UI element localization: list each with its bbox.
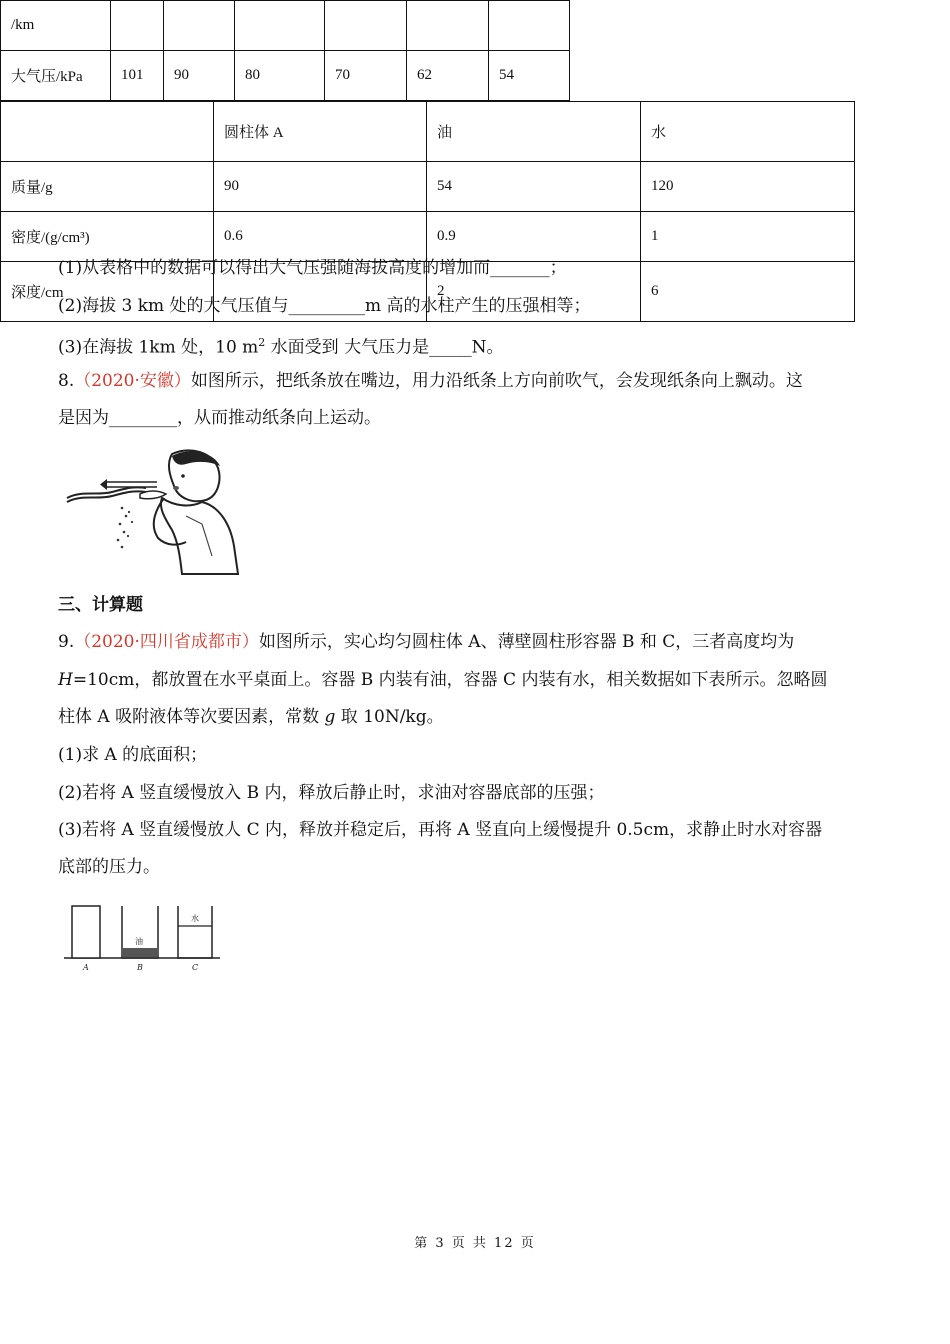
table-cell: /km	[1, 1, 111, 51]
table-cell: 圆柱体 A	[214, 102, 427, 162]
table-cell: 120	[641, 162, 855, 212]
table-cell	[325, 1, 407, 51]
table-cell: 101	[111, 51, 164, 101]
containers-figure	[62, 902, 222, 974]
table-row	[1, 212, 855, 262]
table-cell: 密度/(g/cm³)	[1, 212, 214, 262]
label-b: B	[137, 963, 143, 972]
italic-variable: g	[324, 707, 336, 727]
q8-line2: 是因为________，从而推动纸条向上运动。	[58, 408, 381, 428]
q8-line1	[58, 370, 803, 392]
table-row	[1, 51, 570, 101]
q9-part2: (2)若将 A 竖直缓慢放入 B 内，释放后静止时，求油对容器底部的压强；	[58, 783, 605, 803]
table-cell: 0.6	[214, 212, 427, 262]
section-heading: 三、计算题	[58, 595, 143, 615]
q7-part3-text: (3)在海拔 1km 处，10 m	[58, 337, 259, 358]
table-cell: 深度/cm	[1, 262, 214, 322]
table-cell	[235, 1, 325, 51]
question-number: 9.	[58, 632, 75, 652]
q7-part3-text-end: 水面受到 大气压力是_____N。	[265, 337, 504, 358]
table-cell	[164, 1, 235, 51]
data-table	[0, 101, 855, 322]
q9-line2	[58, 669, 827, 691]
source-tag: （2020·安徽）	[74, 371, 191, 391]
label-a: A	[83, 963, 89, 972]
table-cell: 62	[407, 51, 489, 101]
italic-variable: H	[58, 670, 73, 690]
altitude-pressure-table	[0, 0, 570, 101]
question-text: 柱体 A 吸附液体等次要因素，常数	[58, 707, 325, 727]
table-cell	[111, 1, 164, 51]
q9-part3: (3)若将 A 竖直缓慢放人 C 内，释放并稳定后，再将 A 竖直向上缓慢提升 0.5cm，求静止时水对容器	[58, 820, 823, 840]
table-cell: 54	[489, 51, 570, 101]
oil-label: 油	[135, 937, 143, 946]
superscript: 2	[258, 336, 266, 349]
question-text: =10cm，都放置在水平桌面上。容器 B 内装有油，容器 C 内装有水，相关数据如下表所示。忽略圆	[72, 670, 828, 690]
q7-part3	[58, 332, 503, 359]
table-cell: 质量/g	[1, 162, 214, 212]
table-cell: 水	[641, 102, 855, 162]
table-cell: 54	[427, 162, 641, 212]
page-footer: 第 3 页 共 12 页	[414, 1236, 536, 1251]
table-cell: 80	[235, 51, 325, 101]
question-text: 如图所示，把纸条放在嘴边，用力沿纸条上方向前吹气，会发现纸条向上飘动。这	[190, 371, 803, 391]
table-cell: 油	[427, 102, 641, 162]
q9-line3	[58, 706, 444, 728]
q7-part1: (1)从表格中的数据可以得出大气压强随海拔高度的增加而_______；	[58, 258, 567, 278]
q9-part1: (1)求 A 的底面积；	[58, 745, 208, 765]
water-label: 水	[191, 914, 199, 923]
table-cell	[1, 102, 214, 162]
question-number: 8.	[58, 371, 75, 391]
table-cell: 2	[427, 262, 641, 322]
label-c: C	[192, 963, 199, 972]
table-cell: 90	[214, 162, 427, 212]
table-cell: 70	[325, 51, 407, 101]
table-header-row	[1, 102, 855, 162]
table-cell: 0.9	[427, 212, 641, 262]
table-row	[1, 162, 855, 212]
table-cell: 90	[164, 51, 235, 101]
table-row	[1, 1, 570, 51]
q7-part2: (2)海拔 3 km 处的大气压值与_________m 高的水柱产生的压强相等；	[58, 296, 591, 316]
q9-part3-cont: 底部的压力。	[58, 857, 160, 877]
table-cell: 1	[641, 212, 855, 262]
table-cell: 大气压/kPa	[1, 51, 111, 101]
table-cell: 6	[641, 262, 855, 322]
table-cell	[489, 1, 570, 51]
boy-blowing-paper-illustration	[62, 446, 242, 580]
question-text: 取 10N/kg。	[335, 707, 444, 727]
table-cell	[407, 1, 489, 51]
source-tag: （2020·四川省成都市）	[74, 632, 259, 652]
q9-line1	[58, 631, 794, 653]
question-text: 如图所示，实心均匀圆柱体 A、薄壁圆柱形容器 B 和 C，三者高度均为	[258, 632, 795, 652]
